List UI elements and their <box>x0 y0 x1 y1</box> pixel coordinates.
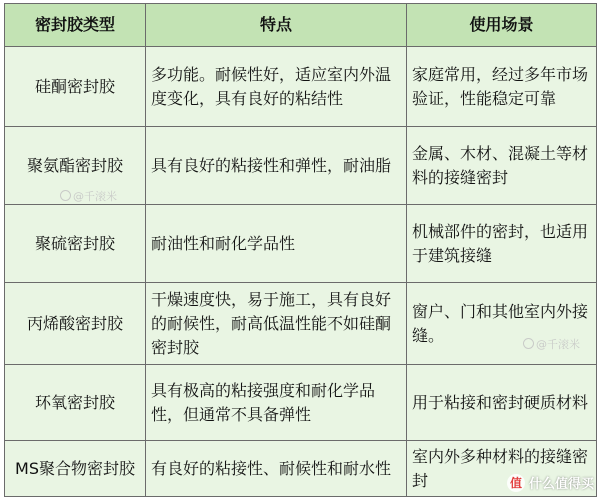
header-scene: 使用场景 <box>407 4 597 47</box>
cell-scene: 窗户、门和其他室内外接缝。 <box>407 283 597 365</box>
cell-feature: 干燥速度快，易于施工，具有良好的耐候性，耐高低温性能不如硅酮密封胶 <box>146 283 407 365</box>
cell-scene: 金属、木材、混凝土等材料的接缝密封 <box>407 127 597 205</box>
site-logo-icon: 值 <box>507 474 525 492</box>
cell-type: 硅酮密封胶 <box>5 47 146 127</box>
cell-feature: 多功能。耐候性好，适应室内外温度变化，具有良好的粘结性 <box>146 47 407 127</box>
table-row <box>5 47 597 127</box>
cell-type: MS聚合物密封胶 <box>5 441 146 497</box>
header-feature: 特点 <box>146 4 407 47</box>
watermark: @千滚米 <box>60 188 117 204</box>
header-type: 密封胶类型 <box>5 4 146 47</box>
watermark: @千滚米 <box>523 336 580 352</box>
site-logo <box>507 473 594 492</box>
cell-type: 聚氨酯密封胶 <box>5 127 146 205</box>
cell-type: 丙烯酸密封胶 <box>5 283 146 365</box>
cell-scene: 用于粘接和密封硬质材料 <box>407 365 597 441</box>
table-row <box>5 283 597 365</box>
cell-feature: 有良好的粘接性、耐候性和耐水性 <box>146 441 407 497</box>
sealant-comparison-table <box>4 3 597 497</box>
header-row <box>5 4 597 47</box>
cell-scene: 室内外多种材料的接缝密封 <box>407 441 597 497</box>
cell-scene: 家庭常用，经过多年市场验证，性能稳定可靠 <box>407 47 597 127</box>
watermark-logo-icon <box>60 190 71 201</box>
cell-feature: 耐油性和耐化学品性 <box>146 205 407 283</box>
cell-type: 环氧密封胶 <box>5 365 146 441</box>
table-row <box>5 365 597 441</box>
watermark-logo-icon <box>523 338 534 349</box>
site-logo-text: 什么值得买 <box>528 477 594 492</box>
cell-feature: 具有良好的粘接性和弹性，耐油脂 <box>146 127 407 205</box>
cell-feature: 具有极高的粘接强度和耐化学品性，但通常不具备弹性 <box>146 365 407 441</box>
cell-scene: 机械部件的密封，也适用于建筑接缝 <box>407 205 597 283</box>
table-row <box>5 205 597 283</box>
cell-type: 聚硫密封胶 <box>5 205 146 283</box>
